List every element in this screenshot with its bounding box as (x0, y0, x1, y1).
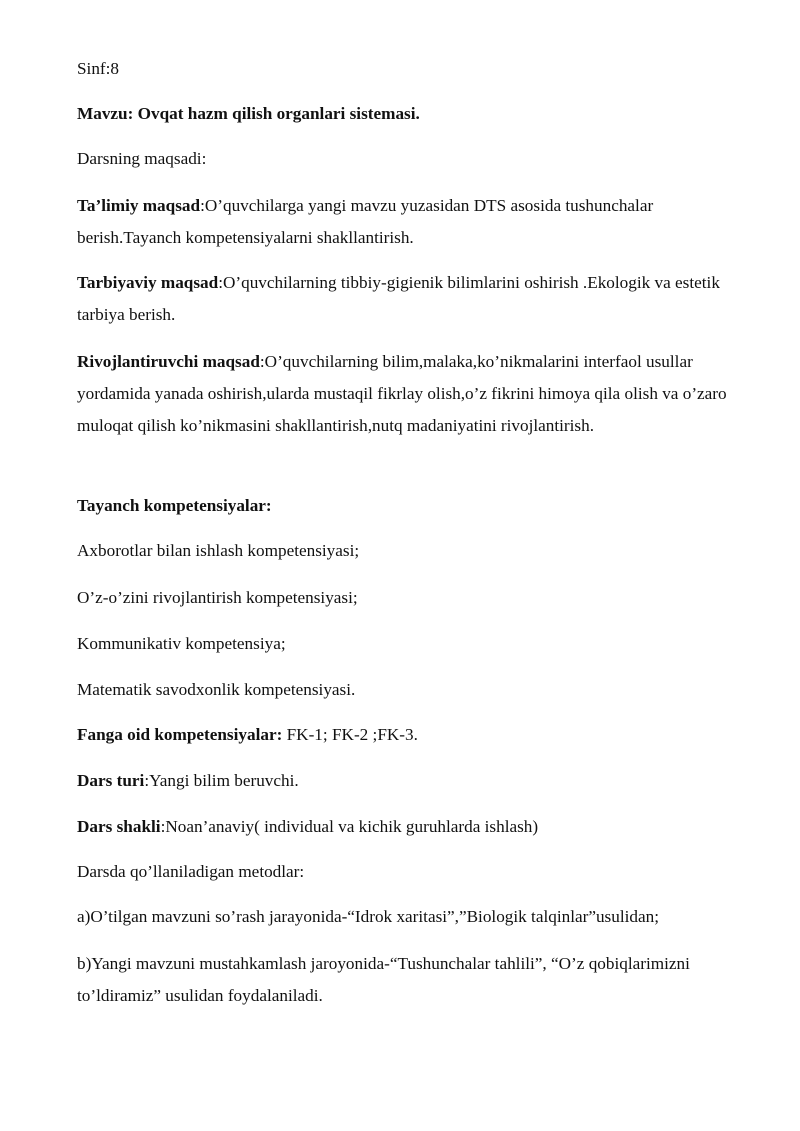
topic-title: Mavzu: Ovqat hazm qilish organlari sistemasi. (77, 104, 420, 123)
topic-line (77, 104, 420, 124)
core-competencies-heading (77, 496, 272, 516)
lesson-form (77, 817, 538, 837)
developmental-objective (77, 346, 737, 442)
educational-objective-text: :O’quvchilarga yangi mavzu yuzasidan DTS asosida tushunchalar berish.Tayanch kompetensiyalarni shakllantirish. (77, 196, 654, 247)
lesson-type-label: Dars turi (77, 771, 145, 790)
developmental-objective-text: :O’quvchilarning bilim,malaka,ko’nikmalarini interfaol usullar yordamida yanada oshirish,ularda mustaqil fikrlay olish,o’z fikrini himoya qila olish va o’zaro muloqat qilish ko’nikmasini shakllantirish,nutq madaniyatini rivojlantirish. (77, 352, 727, 435)
subject-competencies-text: FK-1; FK-2 ;FK-3. (282, 725, 418, 744)
lesson-type-text: :Yangi bilim beruvchi. (144, 771, 299, 790)
upbringing-objective-text: :O’quvchilarning tibbiy-gigienik bilimlarini oshirish .Ekologik va estetik tarbiya berish. (77, 273, 720, 324)
lesson-form-label: Dars shakli (77, 817, 161, 836)
subject-competencies-label: Fanga oid kompetensiyalar: (77, 725, 283, 744)
objectives-heading: Darsning maqsadi: (77, 149, 207, 168)
upbringing-objective-label: Tarbiyaviy maqsad (77, 273, 219, 292)
methods-heading: Darsda qo’llaniladigan metodlar: (77, 862, 305, 881)
competency-item: Axborotlar bilan ishlash kompetensiyasi; (77, 541, 360, 560)
competency-item: O’z-o’zini rivojlantirish kompetensiyasi; (77, 588, 358, 607)
educational-objective-label: Ta’limiy maqsad (77, 196, 201, 215)
developmental-objective-label: Rivojlantiruvchi maqsad (77, 352, 260, 371)
upbringing-objective (77, 267, 737, 331)
educational-objective (77, 190, 737, 254)
competency-item: Matematik savodxonlik kompetensiyasi. (77, 680, 356, 699)
lesson-type (77, 771, 299, 791)
method-b: b)Yangi mavzuni mustahkamlash jaroyonida-“Tushunchalar tahlili”, “O’z qobiqlarimizni to’ldiramiz” usulidan foydalaniladi. (77, 954, 690, 1005)
subject-competencies (77, 725, 418, 745)
core-competencies-title: Tayanch kompetensiyalar: (77, 496, 272, 515)
method-a: a)O’tilgan mavzuni so’rash jarayonida-“Idrok xaritasi”,”Biologik talqinlar”usulidan; (77, 907, 659, 926)
grade-line: Sinf:8 (77, 59, 120, 78)
lesson-form-text: :Noan’anaviy( individual va kichik guruhlarda ishlash) (160, 817, 539, 836)
competency-item: Kommunikativ kompetensiya; (77, 634, 286, 653)
